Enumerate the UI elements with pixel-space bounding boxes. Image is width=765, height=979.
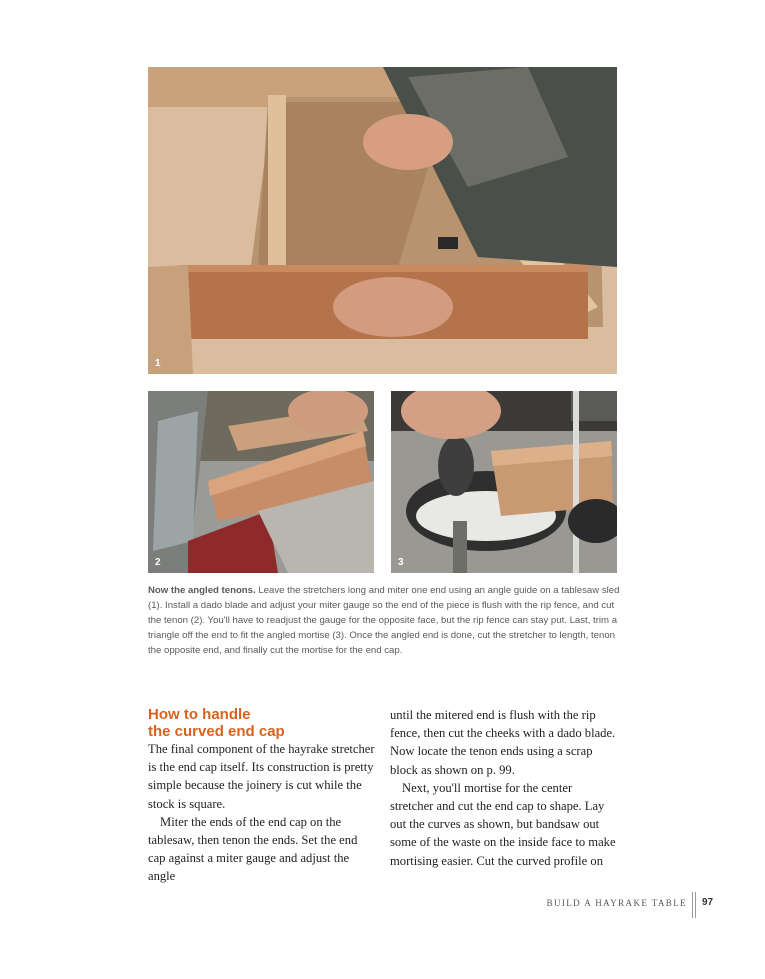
paragraph-4: Next, you'll mortise for the center stretcher and cut the end cap to shape. Lay out the curves as shown, but bandsaw out some of the waste on the inside face to make mortising easier. Cut the curved profile on: [390, 780, 616, 868]
paragraph-3: until the mitered end is flush with the rip fence, then cut the cheeks with a dado blade. Now locate the tenon ends using a scrap block as shown on p. 99.: [390, 708, 616, 777]
footer-divider: [692, 892, 693, 918]
footer-divider-2: [695, 892, 696, 918]
paragraph-2: Miter the ends of the end cap on the tablesaw, then tenon the ends. Set the end cap against a miter gauge and adjust the angle: [148, 814, 358, 884]
heading-line-1: How to handle: [148, 706, 251, 723]
running-footer-section: BUILD A HAYRAKE TABLE: [546, 898, 687, 908]
heading-line-2: the curved end cap: [148, 723, 285, 740]
photo-2-image: [148, 391, 374, 573]
photo-2-number: 2: [155, 557, 161, 568]
caption-body: Leave the stretchers long and miter one end using an angle guide on a tablesaw sled (1). Install a dado blade and adjust your miter gauge so the end of the piece is flush with the rip fence, and cut the tenon (2). You'll have to readjust the gauge for the opposite face, but the rip fence can stay put. Last, trim a triangle off the end to fit the angled mortise (3). Once the angled end is done, cut the stretcher to length, tenon the opposite end, and finally cut the mortise for the end cap.: [148, 585, 620, 656]
photo-1-image: [148, 67, 617, 374]
photo-3-image: [391, 391, 617, 573]
page-number: 97: [702, 897, 714, 908]
photo-tenon-cut: [148, 391, 374, 573]
photo-caption: [148, 583, 620, 658]
caption-lead: Now the angled tenons.: [148, 585, 256, 596]
article-column-right: [390, 706, 618, 870]
photo-3-number: 3: [398, 557, 404, 568]
paragraph-1: The final component of the hayrake stretcher is the end cap itself. Its construction is pretty simple because the joinery is cut while the stock is square.: [148, 742, 375, 811]
photo-bandsaw-trim: [391, 391, 617, 573]
photo-angle-guide-sled: [148, 67, 617, 374]
section-heading: [148, 706, 376, 740]
photo-1-number: 1: [155, 358, 161, 369]
article-column-left: [148, 706, 376, 886]
